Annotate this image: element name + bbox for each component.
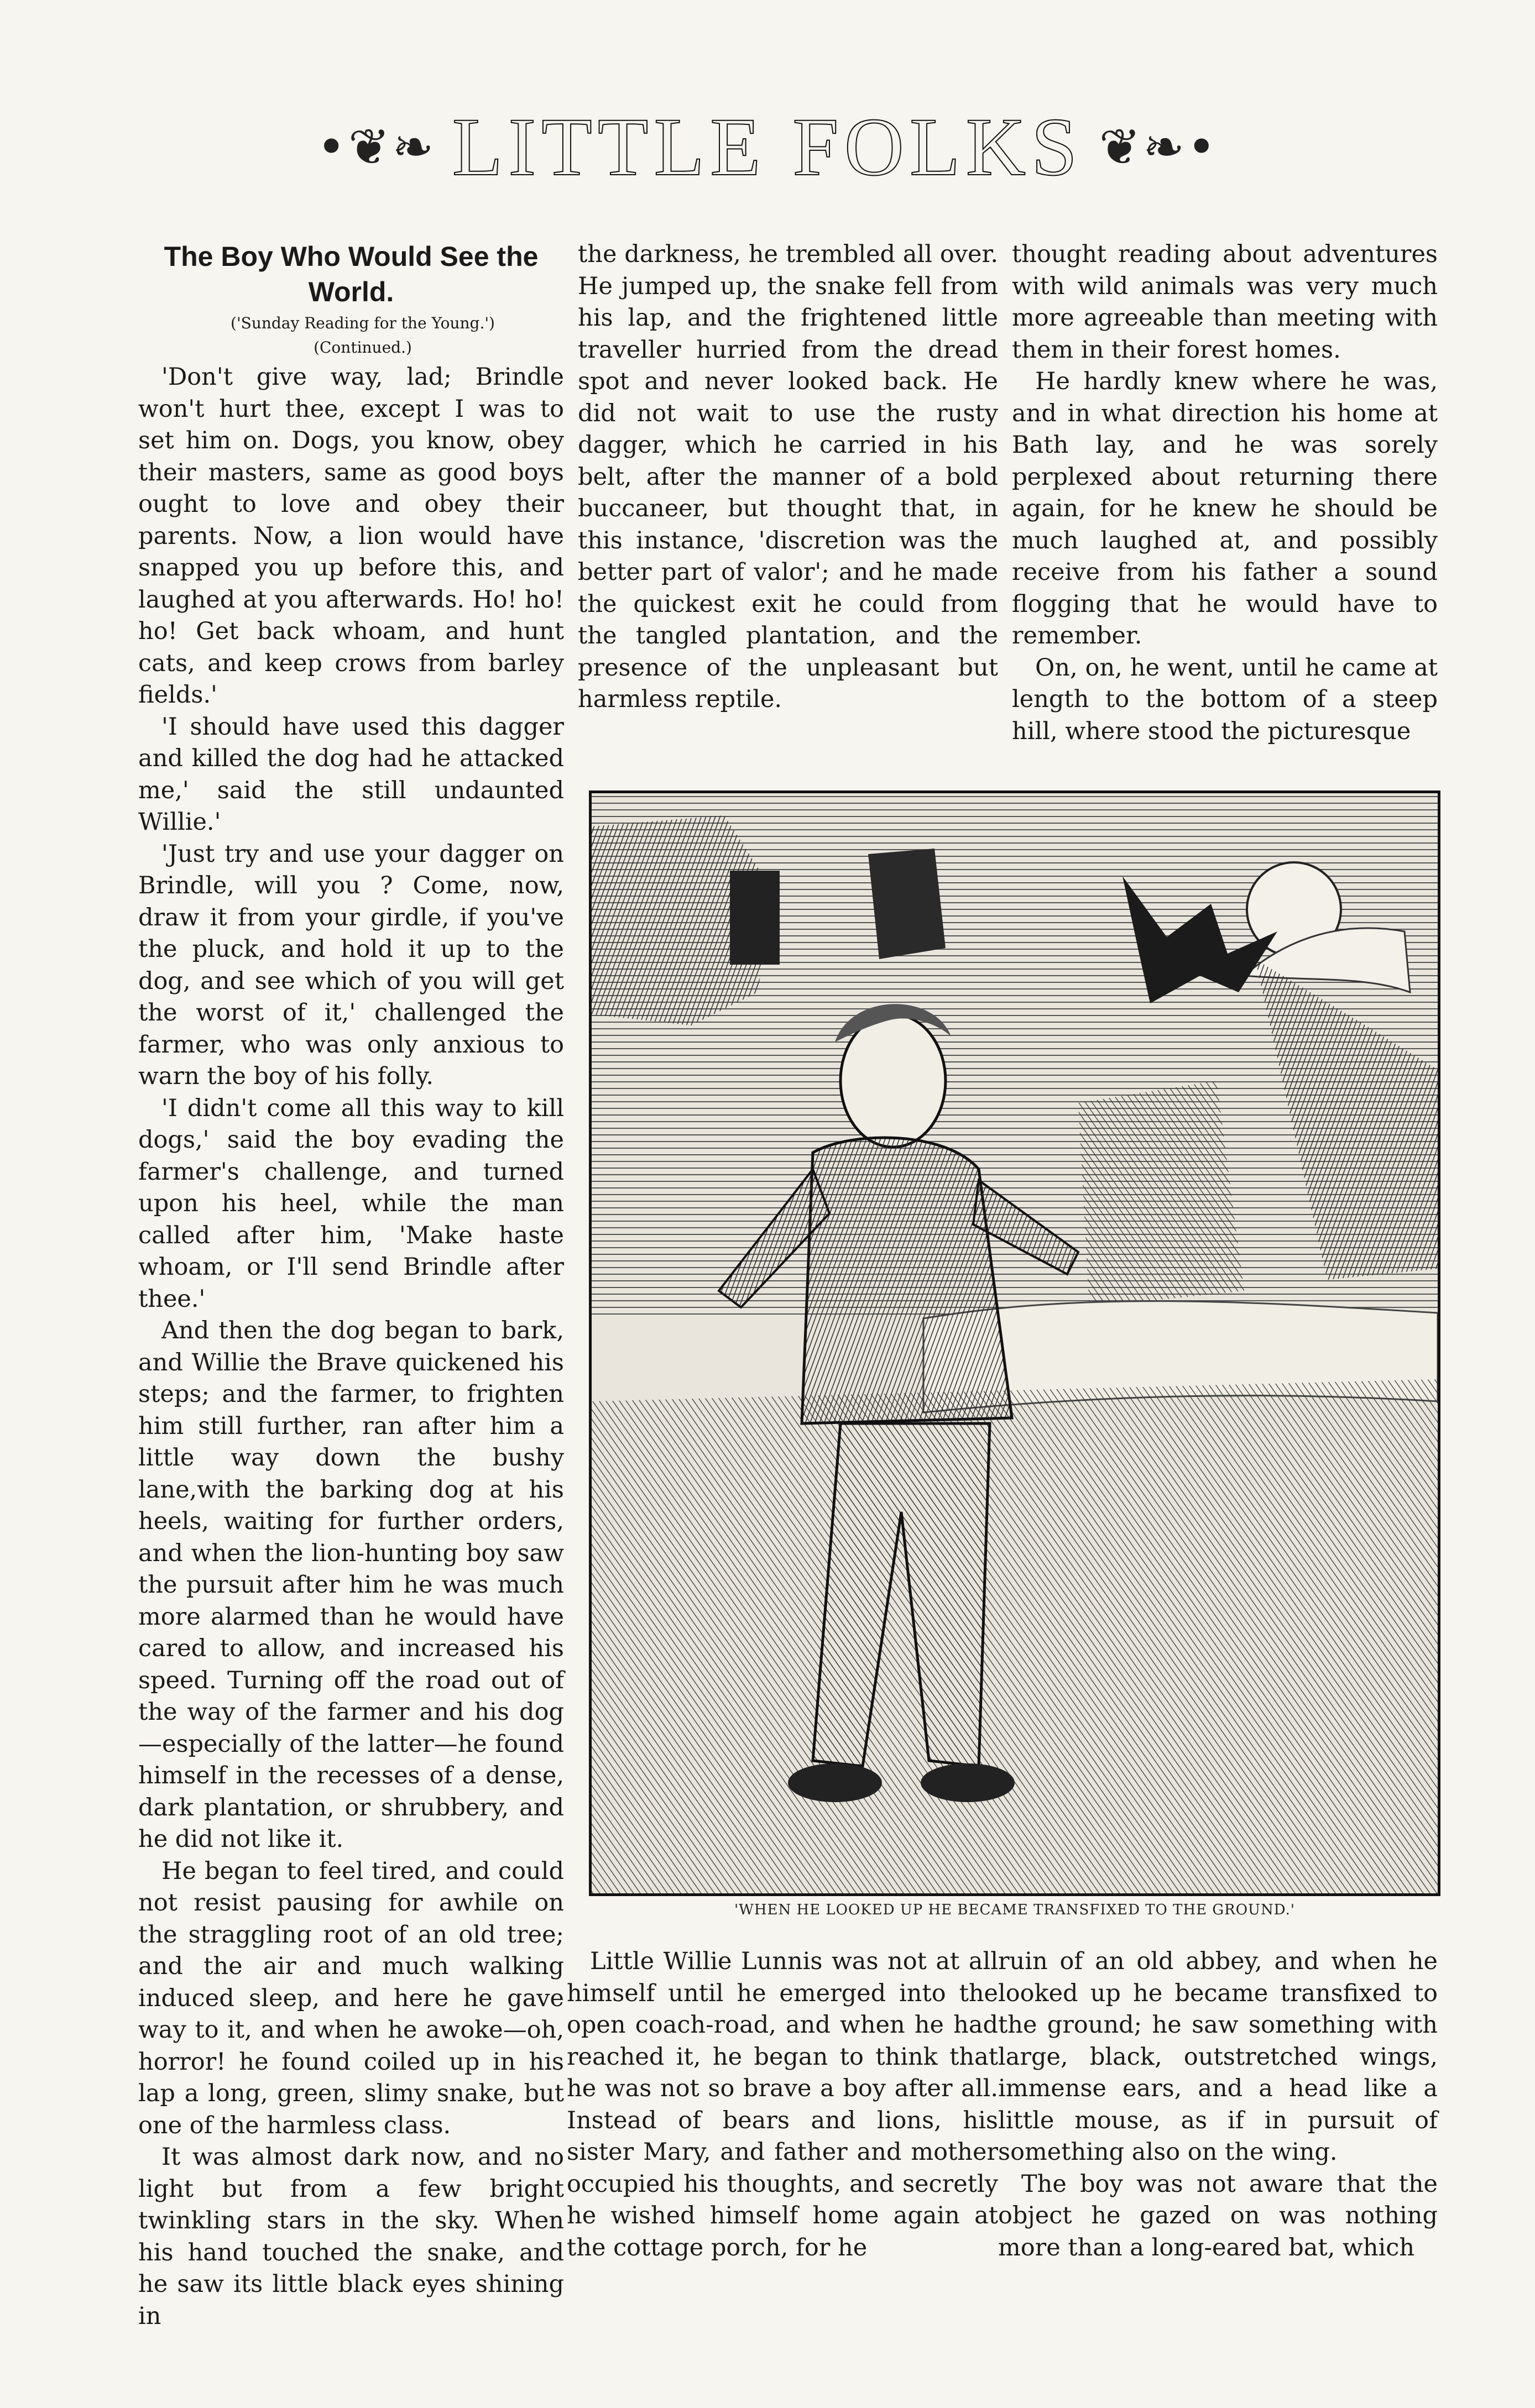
article-column-3 <box>1012 239 1438 747</box>
ruined-abbey-wall <box>1078 1081 1244 1307</box>
paragraph: ruin of an old abbey, and when he looked up he became transfixed to the ground; he saw something with large, black, outstretched wings, immense ears, and a head like a little mouse, as if in pursuit of something also on the wing. <box>998 1948 1438 2166</box>
article-headline: The Boy Who Would See the World. <box>164 241 539 307</box>
article-column-3-bottom <box>998 1946 1438 2264</box>
paragraph: He began to feel tired, and could not resist pausing for awhile on the straggling root of an old tree; and the air and much walking induced sleep, and here he gave way to it, and when he awoke—oh, horror! he found coiled up in his lap a long, green, slimy snake, but one of the harmless class. <box>138 1857 564 2139</box>
article-source: ('Sunday Reading for the Young.') <box>231 314 495 332</box>
illustration-caption: 'WHEN HE LOOKED UP HE BECAME TRANSFIXED TO THE GROUND.' <box>734 1902 1296 1918</box>
paragraph: And then the dog began to bark, and Willie the Brave quickened his steps; and the farmer, to frighten him still further, ran after him a little way down the bushy lane,with the barking dog at his heels, waiting for further orders, and when the lion-hunting boy saw the pursuit after him he was much more alarmed than he would have cared to allow, and increased his speed. Turning off the road out of the way of the farmer and his dog—especially of the latter—he found himself in the recesses of a dense, dark plantation, or shrubbery, and he did not like it. <box>138 1317 564 1853</box>
paragraph: 'I should have used this dagger and killed the dog had he attacked me,' said the still undaunted Willie.' <box>138 713 564 836</box>
engraving-illustration <box>592 793 1438 1893</box>
masthead <box>0 100 1535 195</box>
article-column-2 <box>578 239 998 716</box>
paragraph: It was almost dark now, and no light but from a few bright twinkling stars in the sky. When his hand touched the snake, and he saw its little black eyes shining in <box>138 2143 564 2330</box>
paragraph: 'Don't give way, lad; Brindle won't hurt thee, except I was to set him on. Dogs, you know, obey their masters, same as good boys ought to love and obey their parents. Now, a lion would have snapped you up before this, and laughed at you afterwards. Ho! ho! ho! Get back whoam, and hunt cats, and keep crows from barley fields.' <box>138 363 564 709</box>
paragraph: the darkness, he trembled all over. He jumped up, the snake fell from his lap, and the frightened little traveller hurried from the dread spot and never looked back. He did not wait to use the rusty dagger, which he carried in his belt, after the manner of a bold buccaneer, but thought that, in this instance, 'discretion was the better part of valor'; and he made the quickest exit he could from the tangled plantation, and the presence of the unpleasant but harmless reptile. <box>578 240 998 713</box>
paragraph: 'Just try and use your dagger on Brindle, will you ? Come, now, draw it from your girdle, if you've the pluck, and hold it up to the dog, and see which of you will get the worst of it,' challenged the farmer, who was only anxious to warn the boy of his folly. <box>138 840 564 1090</box>
article-column-1 <box>138 239 564 2332</box>
grass-foreground <box>592 1379 1438 1893</box>
article-status: (Continued.) <box>314 338 412 357</box>
paragraph: He hardly knew where he was, and in what direction his home at Bath lay, and he was sorely perplexed about returning there again, for he knew he should be much laughed at, and possibly receive from his father a sound flogging that he would have to remember. <box>1012 368 1438 650</box>
right-ornament-icon: ❦❧• <box>1099 118 1219 176</box>
section-title: LITTLE FOLKS <box>452 101 1083 193</box>
paragraph: On, on, he went, until he came at length to the bottom of a steep hill, where stood the picturesque <box>1012 653 1438 745</box>
abbey-ruin <box>868 849 946 959</box>
left-ornament-icon: •❦❧ <box>316 118 436 176</box>
illustration-boy-and-bat <box>589 791 1440 1896</box>
article-column-2-bottom <box>567 1946 998 2264</box>
paragraph: Little Willie Lunnis was not at all himself until he emerged into the open coach-road, and when he had reached it, he began to think that he was not so brave a boy after all. Instead of bears and lions, his sister Mary, and father and mother occupied his thoughts, and secretly he wished himself home again at the cottage porch, for he <box>567 1948 998 2262</box>
paragraph: thought reading about adventures with wild animals was very much more agreeable than meeting with them in their forest homes. <box>1012 240 1438 364</box>
paragraph: 'I didn't come all this way to kill dogs,' said the boy evading the farmer's challenge, and turned upon his heel, while the man called after him, 'Make haste whoam, or I'll send Brindle after thee.' <box>138 1094 564 1313</box>
paragraph: The boy was not aware that the object he gazed on was nothing more than a long-eared bat, which <box>998 2170 1438 2262</box>
